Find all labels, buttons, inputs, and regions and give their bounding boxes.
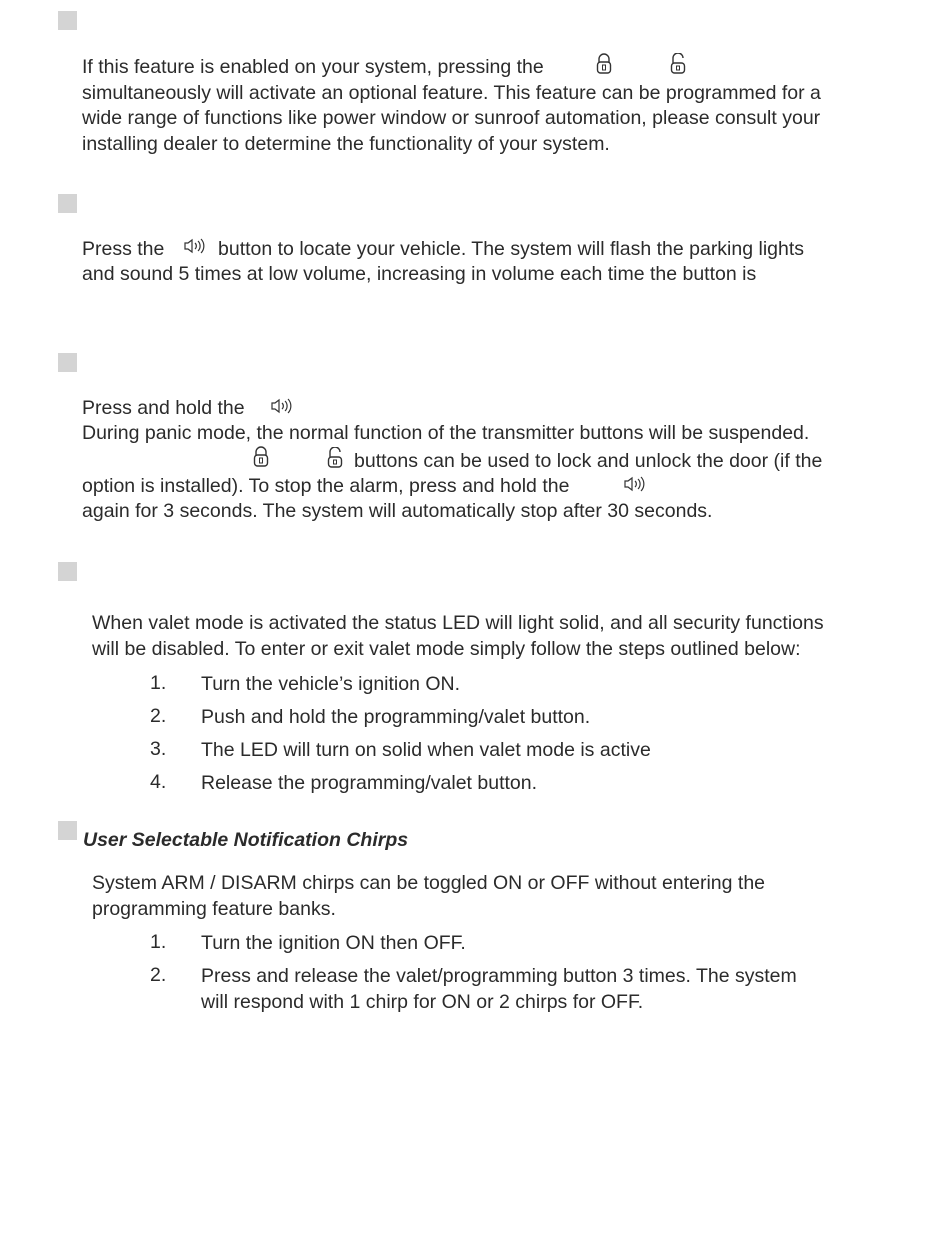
paragraph-line: Press the	[82, 238, 165, 260]
paragraph-line: System ARM / DISARM chirps can be toggled ON or OFF without entering the	[92, 872, 766, 894]
siren-icon	[184, 238, 206, 254]
paragraph-line: programming feature banks.	[92, 898, 336, 920]
paragraph-line: If this feature is enabled on your system, pressing the	[82, 56, 544, 78]
step-number: 4.	[150, 771, 167, 793]
lock-icon	[253, 446, 269, 468]
step-number: 1.	[150, 672, 167, 694]
paragraph-line: will be disabled. To enter or exit valet mode simply follow the steps outlined below:	[92, 638, 801, 660]
step-text: Release the programming/valet button.	[201, 772, 538, 794]
section-marker	[58, 194, 77, 213]
section-marker	[58, 11, 77, 30]
lock-icon	[596, 53, 612, 75]
paragraph-line: option is installed). To stop the alarm, press and hold the	[82, 475, 570, 497]
step-number: 2.	[150, 705, 167, 727]
section-marker	[58, 562, 77, 581]
paragraph-line: buttons can be used to lock and unlock the door (if the	[354, 450, 823, 472]
paragraph-line: and sound 5 times at low volume, increasing in volume each time the button is	[82, 263, 757, 285]
paragraph-line: Press and hold the	[82, 397, 245, 419]
step-text: Push and hold the programming/valet button.	[201, 706, 591, 728]
paragraph-line: When valet mode is activated the status LED will light solid, and all security functions	[92, 612, 824, 634]
section-heading: User Selectable Notification Chirps	[83, 829, 409, 851]
section-marker	[58, 821, 77, 840]
siren-icon	[624, 476, 646, 492]
step-text-continued: will respond with 1 chirp for ON or 2 chirps for OFF.	[201, 991, 644, 1013]
paragraph-line: simultaneously will activate an optional feature. This feature can be programmed for a	[82, 82, 821, 104]
unlock-icon	[327, 447, 343, 469]
step-text: The LED will turn on solid when valet mode is active	[201, 739, 651, 761]
step-text: Press and release the valet/programming button 3 times. The system	[201, 965, 797, 987]
step-number: 3.	[150, 738, 167, 760]
step-text: Turn the vehicle’s ignition ON.	[201, 673, 461, 695]
paragraph-line: button to locate your vehicle. The system will flash the parking lights	[218, 238, 805, 260]
step-number: 1.	[150, 931, 167, 953]
section-marker	[58, 353, 77, 372]
paragraph-line: again for 3 seconds. The system will automatically stop after 30 seconds.	[82, 500, 713, 522]
siren-icon	[271, 398, 293, 414]
step-number: 2.	[150, 964, 167, 986]
unlock-icon	[670, 53, 686, 75]
paragraph-line: wide range of functions like power window or sunroof automation, please consult your	[82, 107, 821, 129]
paragraph-line: During panic mode, the normal function of the transmitter buttons will be suspended.	[82, 422, 810, 444]
paragraph-line: installing dealer to determine the functionality of your system.	[82, 133, 610, 155]
step-text: Turn the ignition ON then OFF.	[201, 932, 466, 954]
